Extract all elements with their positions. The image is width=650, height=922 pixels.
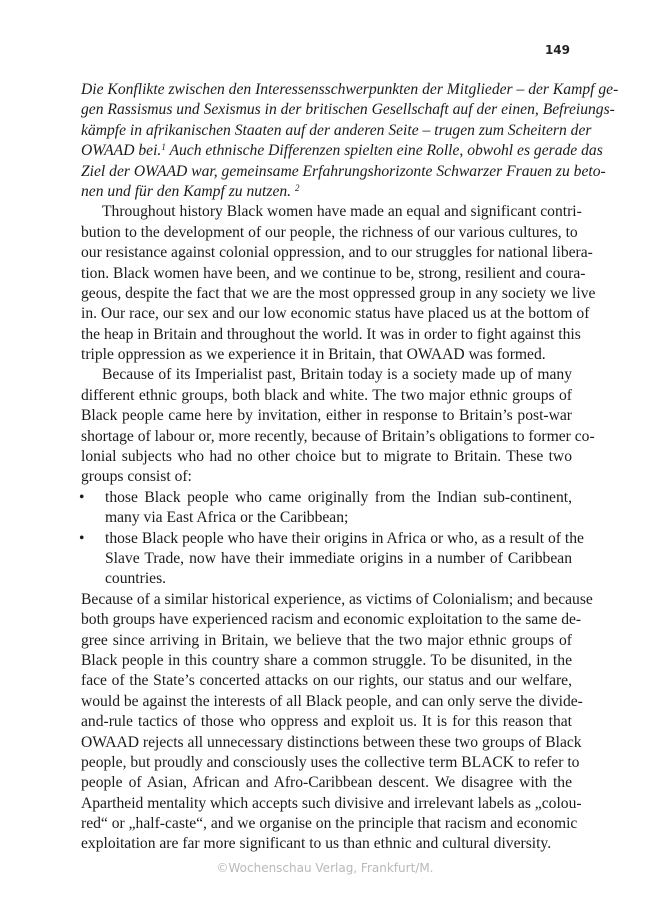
text-line: Black people in this country share a common struggle. To be disunited, in the — [81, 651, 572, 669]
text-fragment: those Black people who came originally from the Indian sub-continent, — [105, 488, 572, 506]
copyright-footer: ©Wochenschau Verlag, Frankfurt/M. — [216, 861, 434, 875]
footnote-marker: 2 — [294, 182, 300, 193]
text-line: Black people came here by invitation, either in response to Britain’s post-war — [81, 407, 572, 425]
text-line — [79, 529, 584, 549]
text-fragment: Auch ethnische Differenzen spielten eine Rolle, obwohl es gerade das — [165, 142, 603, 160]
text-line: face of the State’s concerted attacks on our rights, our status and our welfare, — [81, 672, 572, 690]
text-line: red“ or „half-caste“, and we organise on the principle that racism and economic — [81, 815, 578, 833]
text-fragment: those Black people who have their origins in Africa or who, as a result of the — [105, 529, 584, 547]
bullet-mark: • — [79, 529, 85, 547]
text-line: Slave Trade, now have their immediate origins in a number of Caribbean — [105, 549, 572, 567]
text-line: in. Our race, our sex and our low economic status have placed us at the bottom of — [81, 305, 590, 323]
text-line: triple oppression as we experience it in Britain, that OWAAD was formed. — [81, 346, 546, 364]
text-line: bution to the development of our people, the richness of our various cultures, to — [81, 223, 578, 241]
text-line: tion. Black women have been, and we continue to be, strong, resilient and coura- — [81, 264, 586, 282]
text-line: Because of its Imperialist past, Britain today is a society made up of many — [102, 366, 572, 384]
text-line: groups consist of: — [81, 468, 192, 486]
text-line: the heap in Britain and throughout the world. It was in order to fight against this — [81, 325, 581, 343]
page-number: 149 — [544, 43, 570, 57]
text-line: different ethnic groups, both black and white. The two major ethnic groups of — [81, 386, 572, 404]
text-line: Ziel der OWAAD war, gemeinsame Erfahrungshorizonte Schwarzer Frauen zu beto- — [81, 162, 606, 180]
german-intro-paragraph — [81, 80, 619, 202]
text-line: gree since arriving in Britain, we believe that the two major ethnic groups of — [81, 631, 572, 649]
text-line: countries. — [105, 570, 167, 588]
bullet-item — [81, 488, 572, 529]
text-line: Die Konflikte zwischen den Interessensschwerpunkten der Mitglieder – der Kampf ge- — [81, 81, 619, 98]
paragraph-2 — [81, 365, 595, 487]
text-fragment: OWAAD bei. — [81, 142, 162, 160]
text-line: both groups have experienced racism and economic exploitation to the same de- — [81, 611, 582, 629]
text-line — [81, 488, 572, 508]
text-line: many via East Africa or the Caribbean; — [105, 509, 349, 527]
text-line: Apartheid mentality which accepts such divisive and irrelevant labels as „colou- — [81, 794, 582, 812]
text-line: Because of a similar historical experience, as victims of Colonialism; and because — [81, 590, 593, 608]
text-line — [81, 141, 603, 161]
text-line: would be against the interests of all Black people, and can only serve the divide- — [81, 692, 583, 710]
text-line: OWAAD rejects all unnecessary distinctions between these two groups of Black — [81, 733, 582, 751]
paragraph-1 — [81, 202, 596, 365]
text-line: lonial subjects who had no other choice but to migrate to Britain. These two — [81, 448, 572, 466]
text-line: shortage of labour or, more recently, because of Britain’s obligations to former co- — [81, 427, 595, 445]
text-line: people of Asian, African and Afro-Caribbean descent. We disagree with the — [81, 774, 572, 792]
text-line: kämpfe in afrikanischen Staaten auf der anderen Seite – trugen zum Scheitern der — [81, 121, 592, 139]
footnote-marker: 1 — [161, 142, 166, 153]
bullet-item — [79, 529, 584, 590]
text-line: geous, despite the fact that we are the most oppressed group in any society we live — [81, 284, 596, 302]
page-body — [79, 80, 619, 855]
text-line: exploitation are far more significant to us than ethnic and cultural diversity. — [81, 835, 552, 853]
text-fragment: nen und für den Kampf zu nutzen. — [81, 182, 295, 200]
bullet-mark: • — [79, 488, 85, 506]
paragraph-3 — [81, 590, 593, 855]
text-line — [81, 182, 572, 202]
bullet-list — [79, 488, 584, 590]
text-line: gen Rassismus und Sexismus in der britischen Gesellschaft auf der einen, Befreiungs- — [81, 101, 615, 119]
text-line: Throughout history Black women have made an equal and significant contri- — [102, 203, 582, 221]
text-line: people, but proudly and consciously uses the collective term BLACK to refer to — [81, 753, 580, 771]
text-line: our resistance against colonial oppression, and to our struggles for national libera- — [81, 244, 593, 262]
text-line: and-rule tactics of those who oppress and exploit us. It is for this reason that — [81, 713, 572, 731]
